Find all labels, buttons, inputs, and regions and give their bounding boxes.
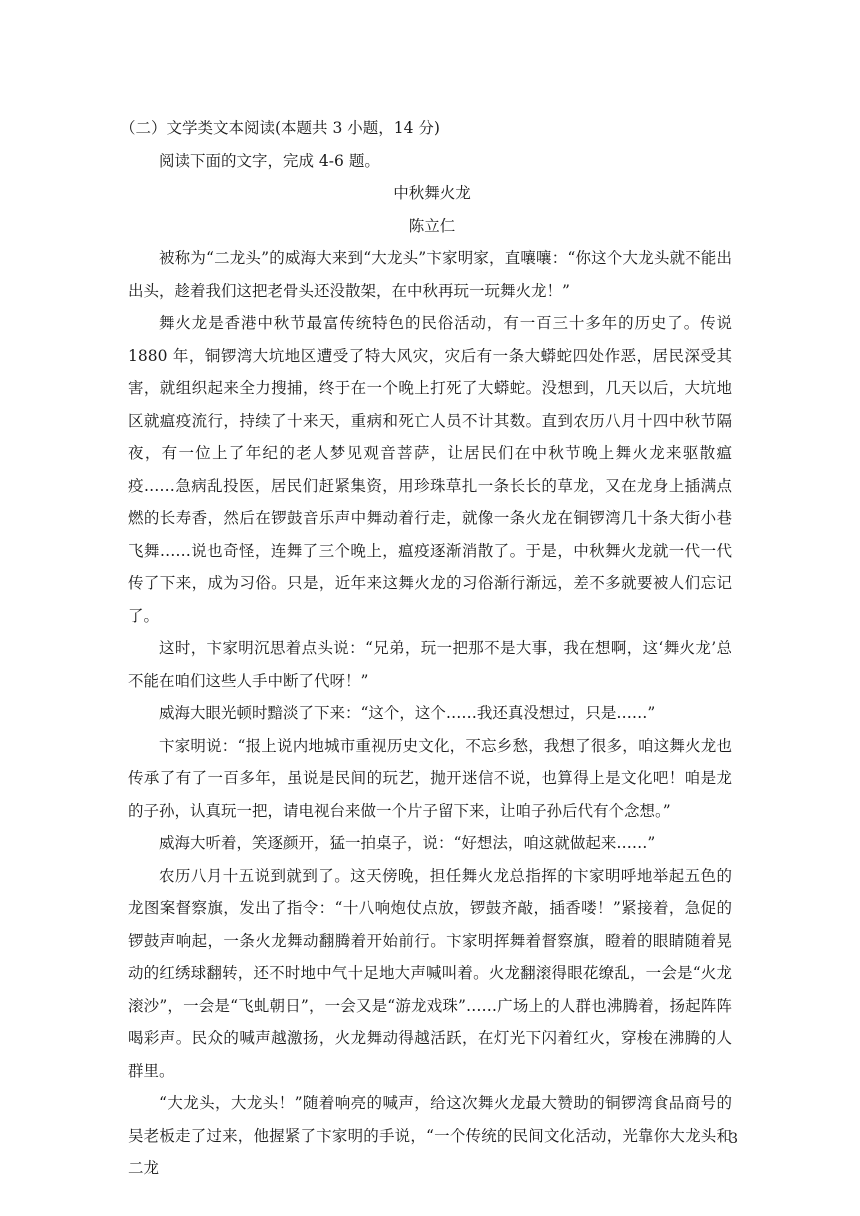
document-body [120,112,732,1185]
paragraph: “大龙头，大龙头！”随着响亮的喊声，给这次舞火龙最大赞助的铜锣湾食品商号的吴老板走了过来，他握紧了卞家明的手说，“一个传统的民间文化活动，光靠你大龙头和二龙 [128,1094,732,1177]
paragraph: 被称为“二龙头”的威海大来到“大龙头”卞家明家，直嚷嚷：“你这个大龙头就不能出出头，趁着我们这把老骨头还没散架，在中秋再玩一玩舞火龙！” [128,249,732,300]
paragraph: 威海大听着，笑逐颜开，猛一拍桌子，说：“好想法，咱这就做起来……” [159,834,656,852]
paragraph: 农历八月十五说到就到了。这天傍晚，担任舞火龙总指挥的卞家明呼地举起五色的龙图案督察旗，发出了指令：“十八响炮仗点放，锣鼓齐敲，插香喽！”紧接着，急促的锣鼓声响起，一条火龙舞动翻腾着开始前行。卞家明挥舞着督察旗，瞪着的眼睛随着晃动的红绣球翻转，还不时地中气十足地大声喊叫着。火龙翻滚得眼花缭乱，一会是“火龙滚沙”，一会是“飞虬朝日”，一会又是“游龙戏珠”……广场上的人群也沸腾着，扬起阵阵喝彩声。民众的喊声越激扬，火龙舞动得越活跃，在灯光下闪着红火，穿梭在沸腾的人群里。 [128,866,732,1080]
paragraph: 卞家明说：“报上说内地城市重视历史文化，不忘乡愁，我想了很多，咱这舞火龙也传承了有了一百多年，虽说是民间的玩艺，抛开迷信不说，也算得上是文化吧！咱是龙的子孙，认真玩一把，请电视台来做一个片子留下来，让咱子孙后代有个念想。” [128,736,732,820]
paragraph: 舞火龙是香港中秋节最富传统特色的民俗活动，有一百三十多年的历史了。传说 1880 年，铜锣湾大坑地区遭受了特大风灾，灾后有一条大蟒蛇四处作恶，居民深受其害，就组织起来全力搜捕，终于在一个晚上打死了大蟒蛇。没想到，几天以后，大坑地区就瘟疫流行，持续了十来天，重病和死亡人员不计其数。直到农历八月十四中秋节隔夜，有一位上了年纪的老人梦见观音菩萨，让居民们在中秋节晚上舞火龙来驱散瘟疫……急病乱投医，居民们赶紧集资，用珍珠草扎一条长长的草龙，又在龙身上插满点燃的长寿香，然后在锣鼓音乐声中舞动着行走，就像一条火龙在铜锣湾几十条大街小巷飞舞……说也奇怪，连舞了三个晚上，瘟疫逐渐消散了。于是，中秋舞火龙就一代一代传了下来，成为习俗。只是，近年来这舞火龙的习俗渐行渐远，差不多就要被人们忘记了。 [128,314,732,625]
page-number: 3 [729,1131,738,1147]
article-author: 陈立仁 [408,216,456,235]
reading-instruction: 阅读下面的文字，完成 4-6 题。 [159,151,380,170]
article-title: 中秋舞火龙 [393,184,471,202]
paragraph: 这时，卞家明沉思着点头说：“兄弟，玩一把那不是大事，我在想啊，这‘舞火龙’总不能在咱们这些人手中断了代呀！” [128,639,732,690]
paragraph: 威海大眼光顿时黯淡了下来：“这个，这个……我还真没想过，只是……” [159,704,656,722]
section-heading: （二）文学类文本阅读(本题共 3 小题，14 分) [120,119,440,137]
